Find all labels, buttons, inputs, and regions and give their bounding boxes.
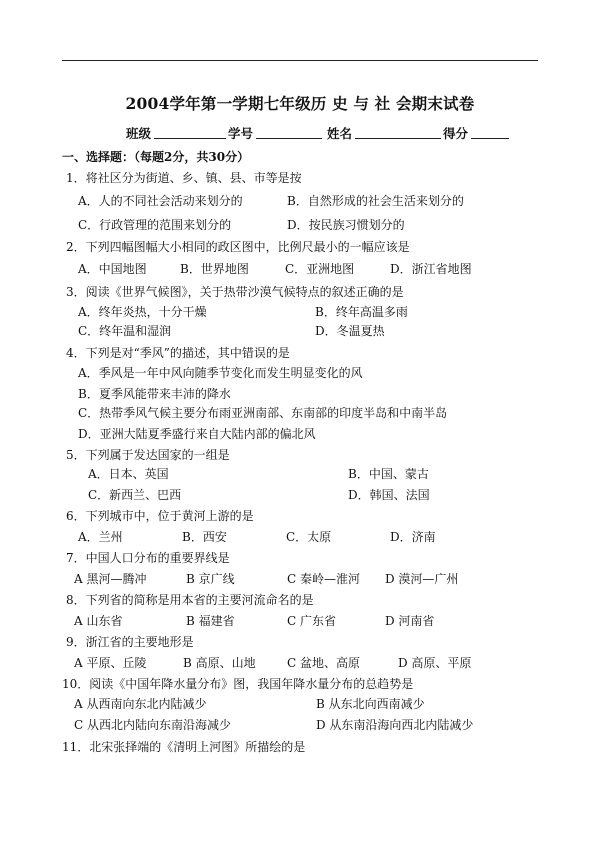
option[interactable]: D．韩国、法国 bbox=[348, 488, 430, 502]
option[interactable]: D 河南省 bbox=[385, 614, 435, 628]
option[interactable]: B．世界地图 bbox=[180, 262, 249, 276]
question-stem: 7．中国人口分布的重要界线是 bbox=[66, 551, 230, 565]
option[interactable]: B．终年高温多雨 bbox=[315, 305, 408, 319]
option[interactable]: C．热带季风气候主要分布雨亚洲南部、东南部的印度半岛和中南半岛 bbox=[78, 406, 448, 420]
option[interactable]: A 黑河—腾冲 bbox=[74, 572, 147, 586]
question-stem: 6．下列城市中，位于黄河上游的是 bbox=[66, 509, 254, 523]
option[interactable]: A．终年炎热，十分干燥 bbox=[78, 305, 207, 319]
option[interactable]: A 平原、丘陵 bbox=[74, 656, 147, 670]
option[interactable]: B．自然形成的社会生活来划分的 bbox=[287, 194, 464, 208]
question-stem: 9．浙江省的主要地形是 bbox=[66, 635, 194, 649]
option[interactable]: C 从西北内陆向东南沿海减少 bbox=[74, 718, 231, 732]
section-label: 一、选择题： bbox=[62, 150, 135, 164]
section-heading bbox=[62, 150, 249, 165]
option[interactable]: D 漠河—广州 bbox=[385, 572, 459, 586]
option[interactable]: D．冬温夏热 bbox=[315, 324, 385, 338]
student-info-row bbox=[0, 124, 600, 142]
option[interactable]: A．日本、英国 bbox=[88, 467, 169, 481]
option[interactable]: A．人的不同社会活动来划分的 bbox=[78, 194, 243, 208]
option[interactable]: D．亚洲大陆夏季盛行来自大陆内部的偏北风 bbox=[78, 427, 316, 441]
score-blank[interactable] bbox=[471, 138, 509, 139]
option[interactable]: A．兰州 bbox=[78, 530, 123, 544]
option[interactable]: B 高原、山地 bbox=[183, 656, 256, 670]
option[interactable]: D 高原、平原 bbox=[398, 656, 472, 670]
section-note: （每题2分，共30分） bbox=[134, 150, 250, 164]
option[interactable]: C 广东省 bbox=[287, 614, 336, 628]
option[interactable]: B．中国、蒙古 bbox=[348, 467, 429, 481]
option[interactable]: C 秦岭—淮河 bbox=[287, 572, 360, 586]
option[interactable]: B 从东北向西南减少 bbox=[316, 697, 425, 711]
id-blank[interactable] bbox=[256, 138, 322, 139]
option[interactable]: C 盆地、高原 bbox=[287, 656, 360, 670]
question-stem: 4．下列是对“季风”的描述，其中错误的是 bbox=[66, 346, 290, 360]
question-stem: 2．下列四幅图幅大小相同的政区图中，比例尺最小的一幅应该是 bbox=[66, 240, 410, 254]
option[interactable]: A 从西南向东北内陆减少 bbox=[74, 697, 207, 711]
header-rule bbox=[62, 60, 538, 61]
option[interactable]: B 京广线 bbox=[186, 572, 235, 586]
option[interactable]: B．夏季风能带来丰沛的降水 bbox=[78, 387, 231, 401]
option[interactable]: C．太原 bbox=[286, 530, 332, 544]
name-label: 姓名 bbox=[327, 126, 353, 141]
option[interactable]: C．新西兰、巴西 bbox=[88, 488, 182, 502]
option[interactable]: B 福建省 bbox=[186, 614, 235, 628]
question-stem: 11．北宋张择端的《清明上河图》所描绘的是 bbox=[62, 740, 306, 754]
exam-title: 2004学年第一学期七年级历 史 与 社 会期末试卷 bbox=[125, 94, 475, 113]
option[interactable]: C．终年温和湿润 bbox=[78, 324, 172, 338]
class-label: 班级 bbox=[126, 126, 152, 141]
question-stem: 10．阅读《中国年降水量分布》图，我国年降水量分布的总趋势是 bbox=[62, 677, 414, 691]
option[interactable]: D 从东南沿海向西北内陆减少 bbox=[316, 718, 474, 732]
name-blank[interactable] bbox=[355, 138, 441, 139]
question-stem: 8．下列省的简称是用本省的主要河流命名的是 bbox=[66, 593, 314, 607]
question-stem: 5．下列属于发达国家的一组是 bbox=[66, 448, 230, 462]
option[interactable]: A．季风是一年中风向随季节变化而发生明显变化的风 bbox=[78, 366, 363, 380]
class-blank[interactable] bbox=[154, 138, 226, 139]
option[interactable]: C．亚洲地图 bbox=[285, 262, 355, 276]
question-stem: 3．阅读《世界气候图》，关于热带沙漠气候特点的叙述正确的是 bbox=[66, 285, 404, 299]
option[interactable]: D．按民族习惯划分的 bbox=[287, 218, 405, 232]
id-label: 学号 bbox=[228, 126, 254, 141]
option[interactable]: A 山东省 bbox=[74, 614, 123, 628]
score-label: 得分 bbox=[443, 126, 469, 141]
option[interactable]: C．行政管理的范围来划分的 bbox=[78, 218, 232, 232]
option[interactable]: D．济南 bbox=[390, 530, 436, 544]
question-stem: 1．将社区分为街道、乡、镇、县、市等是按 bbox=[66, 171, 302, 185]
option[interactable]: B．西安 bbox=[182, 530, 227, 544]
option[interactable]: A．中国地图 bbox=[78, 262, 147, 276]
option[interactable]: D．浙江省地图 bbox=[390, 262, 472, 276]
